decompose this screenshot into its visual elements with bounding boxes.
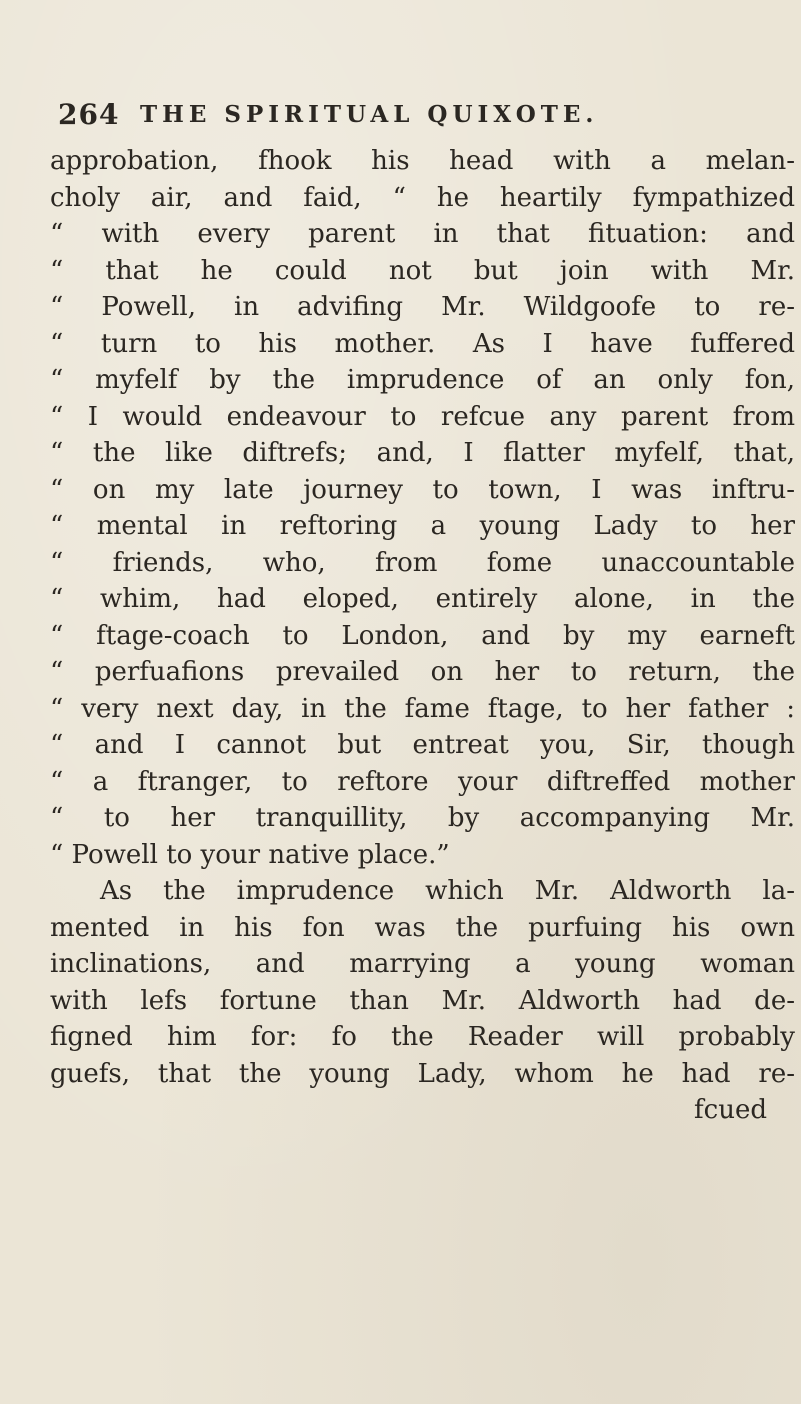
text-line: “ with every parent in that fituation: and [50, 219, 795, 249]
text-line: “ I would endeavour to refcue any parent from [50, 401, 795, 432]
text-line: figned him for: fo the Reader will probably [50, 1022, 795, 1052]
text-line: “ the like diftrefs; and, I flatter myfelf, that, [50, 438, 795, 468]
text-line: “ myfelf by the imprudence of an only fon, [50, 365, 795, 395]
body-text [50, 143, 795, 1129]
text-line: “ whim, had eloped, entirely alone, in the [50, 584, 795, 614]
text-line: “ turn to his mother. As I have fuffered [50, 328, 795, 359]
running-title: THE SPIRITUAL QUIXOTE. [140, 101, 599, 128]
text-line: inclinations, and marrying a young woman [50, 949, 795, 979]
text-line: “ on my late journey to town, I was inftru- [50, 474, 795, 505]
text-line: “ to her tranquillity, by accompanying Mr. [50, 803, 795, 833]
text-line: “ Powell to your native place.” [50, 839, 450, 870]
text-line: choly air, and faid, “ he heartily fympathized [50, 182, 795, 213]
text-line: “ and I cannot but entreat you, Sir, though [50, 730, 795, 760]
text-line: “ ftage-coach to London, and by my earneft [50, 620, 795, 651]
text-line: “ a ftranger, to reftore your diftreffed mother [50, 766, 795, 797]
catchword: fcued [694, 1095, 767, 1125]
running-head [58, 98, 778, 138]
text-line: “ perfuafions prevailed on her to return, the [50, 657, 795, 687]
text-line: “ friends, who, from fome unaccountable [50, 547, 795, 578]
text-line: guefs, that the young Lady, whom he had re- [50, 1058, 795, 1089]
text-line: “ mental in reftoring a young Lady to her [50, 511, 795, 541]
page-number: 264 [58, 98, 120, 131]
text-line: mented in his fon was the purfuing his own [50, 912, 795, 943]
text-line: approbation, fhook his head with a melan- [50, 146, 795, 176]
text-line: “ that he could not but join with Mr. [50, 255, 795, 286]
text-line: with lefs fortune than Mr. Aldworth had de- [50, 985, 795, 1016]
text-line: “ very next day, in the fame ftage, to her father : [50, 693, 795, 724]
paragraph-start-line: As the imprudence which Mr. Aldworth la- [100, 876, 795, 906]
text-line: “ Powell, in advifing Mr. Wildgoofe to re- [50, 292, 795, 322]
